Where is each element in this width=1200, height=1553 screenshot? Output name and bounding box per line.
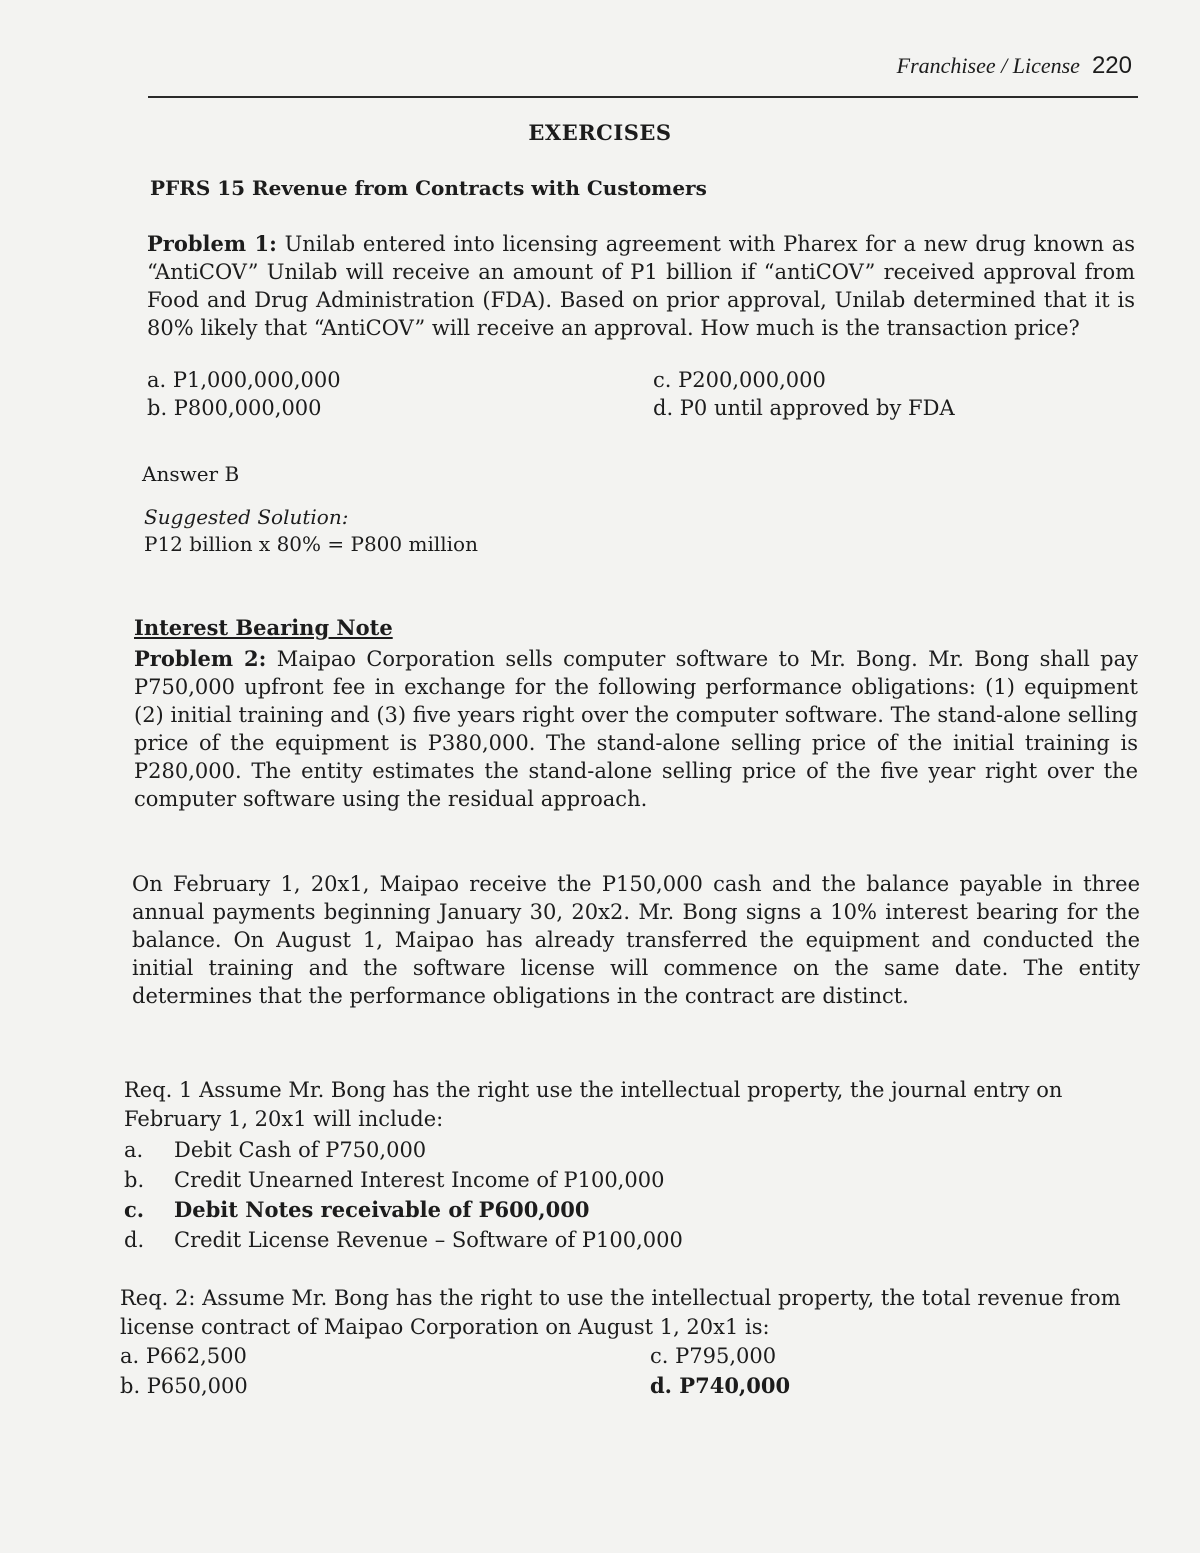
problem-2-paragraph-2: On February 1, 20x1, Maipao receive the P150,000 cash and the balance payable in three annual payments beginning January 30, 20x2. Mr. Bong signs a 10% interest bearing for the balance. On August 1, Maipao has already transferred the equipment and conducted the initial training and the software license will commence on the same date. The entity determines that the performance obligations in the contract are distinct.: [132, 872, 1140, 1008]
req-2-choice-a: a. P662,500: [120, 1344, 247, 1368]
header-rule: [148, 96, 1138, 98]
req-1-option-c: [124, 1195, 683, 1225]
option-letter: b.: [124, 1168, 145, 1192]
req-2-text: Req. 2: Assume Mr. Bong has the right to use the intellectual property, the total revenue from license contract of Maipao Corporation on August 1, 20x1 is:: [120, 1286, 1121, 1339]
choice-a: a. P1,000,000,000: [147, 368, 341, 392]
page-header: [897, 52, 1132, 80]
problem-1-label: Problem 1:: [147, 231, 277, 256]
req-2-choice-b: b. P650,000: [120, 1374, 248, 1398]
req-2-choice-c: c. P795,000: [650, 1344, 777, 1368]
problem-1-text: [147, 230, 1135, 342]
req-2-choices: [120, 1342, 1120, 1402]
page-title: EXERCISES: [528, 120, 672, 145]
problem-1-choices: [147, 366, 1135, 422]
choice-c: c. P200,000,000: [653, 368, 826, 392]
option-letter: d.: [124, 1228, 145, 1252]
option-text: Credit Unearned Interest Income of P100,000: [174, 1168, 665, 1192]
section-heading: PFRS 15 Revenue from Contracts with Customers: [150, 176, 707, 200]
choice-b: b. P800,000,000: [147, 396, 322, 420]
req-1-options: [124, 1135, 683, 1255]
option-text: Credit License Revenue – Software of P100,000: [174, 1228, 683, 1252]
choice-d: d. P0 until approved by FDA: [653, 396, 955, 420]
req-1-option-d: [124, 1225, 683, 1255]
problem-2-label: Problem 2:: [134, 646, 267, 671]
running-title: Franchisee / License: [896, 53, 1080, 78]
req-2-choice-d: d. P740,000: [650, 1373, 791, 1398]
page-number: 220: [1091, 52, 1132, 79]
option-text: Debit Notes receivable of P600,000: [174, 1197, 590, 1222]
option-letter: c.: [124, 1197, 145, 1222]
req-1-option-b: [124, 1165, 683, 1195]
problem-1-answer: Answer B: [142, 462, 240, 486]
solution-label: Suggested Solution:: [144, 505, 349, 529]
solution-text: P12 billion x 80% = P800 million: [144, 532, 478, 556]
req-1-option-a: [124, 1135, 683, 1165]
problem-2-text: [134, 645, 1138, 813]
problem-2-body: Maipao Corporation sells computer software to Mr. Bong. Mr. Bong shall pay P750,000 upfront fee in exchange for the following performance obligations: (1) equipment (2) initial training and (3) five years right over the computer software. The stand-alone selling price of the equipment is P380,000. The stand-alone selling price of the initial training is P280,000. The entity estimates the stand-alone selling price of the five year right over the computer software using the residual approach.: [134, 647, 1138, 811]
req-1-text: Req. 1 Assume Mr. Bong has the right use the intellectual property, the journal entry on February 1, 20x1 will include:: [124, 1078, 1063, 1131]
option-text: Debit Cash of P750,000: [174, 1138, 427, 1162]
problem-1-body: Unilab entered into licensing agreement with Pharex for a new drug known as “AntiCOV” Unilab will receive an amount of P1 billion if “antiCOV” received approval from Food and Drug Administration (FDA). Based on prior approval, Unilab determined that it is 80% likely that “AntiCOV” will receive an approval. How much is the transaction price?: [147, 232, 1135, 340]
interest-bearing-heading: Interest Bearing Note: [134, 615, 393, 640]
option-letter: a.: [124, 1138, 144, 1162]
